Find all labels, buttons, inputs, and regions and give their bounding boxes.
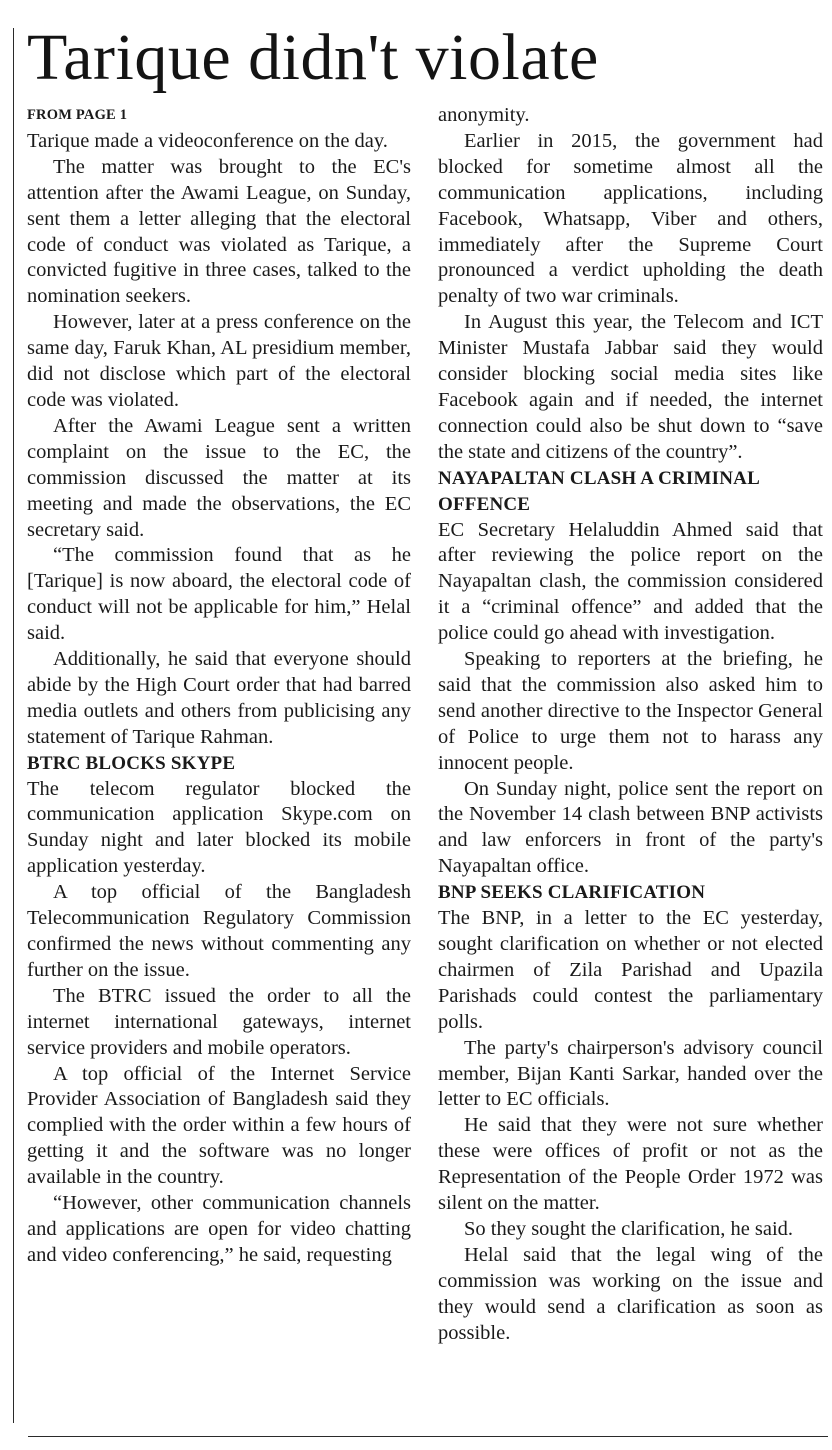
paragraph: Speaking to reporters at the briefing, he said that the commission also asked him to send another directive to the Inspector General of Police to urge them not to harass any innocent people. <box>438 648 823 774</box>
paragraph: On Sunday night, police sent the report on the November 14 clash between BNP activists and law enforcers in front of the party's Nayapaltan office. <box>438 777 823 878</box>
paragraph: “The commission found that as he [Tarique] is now aboard, the electoral code of conduct will not be applicable for him,” Helal said. <box>27 544 411 645</box>
paragraph: The matter was brought to the EC's attention after the Awami League, on Sunday, sent them a letter alleging that the electoral code of conduct was violated as Tarique, a convicted fugitive in three cases, talked to the nomination seekers. <box>27 155 411 308</box>
paragraph: The telecom regulator blocked the communication application Skype.com on Sunday night and later blocked its mobile application yesterday. <box>27 777 411 878</box>
paragraph: A top official of the Internet Service Provider Association of Bangladesh said they complied with the order within a few hours of getting it and the software was no longer available in the country. <box>27 1062 411 1189</box>
paragraph: Additionally, he said that everyone should abide by the High Court order that had barred media outlets and others from publicising any statement of Tarique Rahman. <box>27 648 411 748</box>
paragraph: In August this year, the Telecom and ICT Minister Mustafa Jabbar said they would consider blocking social media sites like Facebook again and if needed, the internet connection could also be shut down to “save the state and citizens of the country”. <box>438 311 823 463</box>
paragraph: anonymity. <box>438 104 530 126</box>
paragraph: However, later at a press conference on the same day, Faruk Khan, AL presidium member, did not disclose which part of the electoral code was violated. <box>27 311 411 411</box>
paragraph: The party's chairperson's advisory council member, Bijan Kanti Sarkar, handed over the letter to EC officials. <box>438 1036 823 1111</box>
left-column <box>27 103 411 1269</box>
paragraph: Earlier in 2015, the government had blocked for sometime almost all the communication applications, including Facebook, Whatsapp, Viber and others, immediately after the Supreme Court pronounced a verdict upholding the death penalty of two war criminals. <box>438 129 823 308</box>
paragraph: A top official of the Bangladesh Telecommunication Regulatory Commission confirmed the news without commenting any further on the issue. <box>27 881 411 981</box>
subheading-btrc-blocks-skype: BTRC BLOCKS SKYPE <box>27 752 236 774</box>
continued-from-label: FROM PAGE 1 <box>27 107 128 123</box>
subheading-nayapaltan-clash: NAYAPALTAN CLASH A CRIMINAL OFFENCE <box>438 467 759 515</box>
paragraph: The BTRC issued the order to all the internet international gateways, internet service providers and mobile operators. <box>27 984 411 1059</box>
right-column <box>438 103 823 1347</box>
paragraph: EC Secretary Helaluddin Ahmed said that after reviewing the police report on the Nayapaltan clash, the commission considered it a “criminal offence” and added that the police could go ahead with investigation. <box>438 518 823 645</box>
headline: Tarique didn't violate <box>27 21 599 94</box>
paragraph: So they sought the clarification, he said. <box>464 1217 794 1240</box>
paragraph: Helal said that the legal wing of the commission was working on the issue and they would send a clarification as soon as possible. <box>438 1243 823 1344</box>
paragraph: “However, other communication channels and applications are open for video chatting and video conferencing,” he said, requesting <box>27 1192 411 1266</box>
bottom-rule <box>28 1436 828 1437</box>
paragraph: He said that they were not sure whether these were offices of profit or not as the Representation of the People Order 1972 was silent on the matter. <box>438 1114 823 1215</box>
paragraph: The BNP, in a letter to the EC yesterday, sought clarification on whether or not elected chairmen of Zila Parishad and Upazila Parishads could contest the parliamentary polls. <box>438 907 823 1033</box>
paragraph: After the Awami League sent a written complaint on the issue to the EC, the commission discussed the matter at its meeting and made the observations, the EC secretary said. <box>27 414 411 541</box>
left-column-rule <box>13 28 14 1423</box>
paragraph: Tarique made a videoconference on the day. <box>27 129 388 152</box>
subheading-bnp-seeks-clarification: BNP SEEKS CLARIFICATION <box>438 882 706 904</box>
